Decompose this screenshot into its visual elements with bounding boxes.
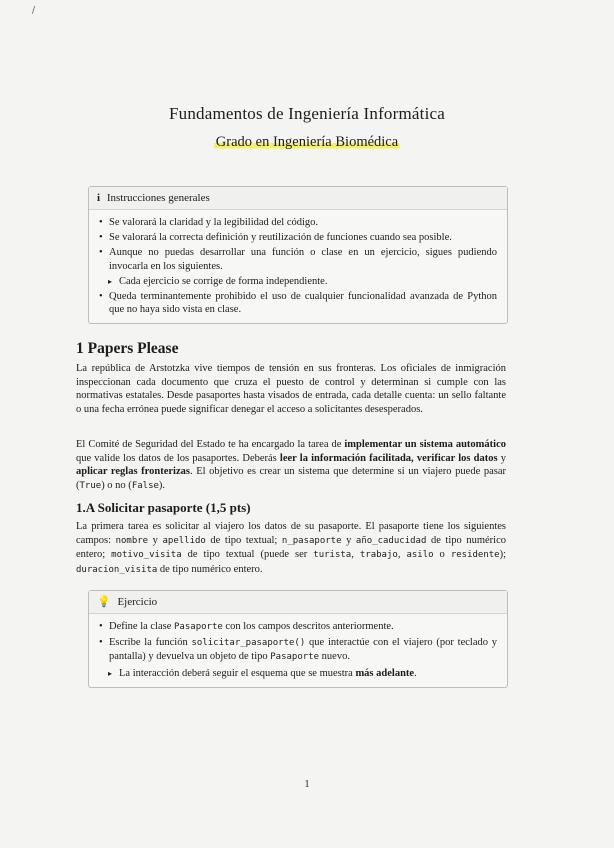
text-run: de tipo textual (puede ser: [181, 549, 314, 561]
code-run: residente: [450, 550, 500, 561]
text-run: de tipo numérico entero.: [157, 563, 263, 575]
section-1a-paragraph: [76, 520, 506, 577]
info-icon: i: [97, 192, 101, 204]
section-1-paragraph-1: La república de Arstotzka vive tiempos de tensión en sus fronteras. Los oficiales de inmigración inspeccionan cada documento que cruza el puesto de control y determinan si cumple con las normativas estatales. Desde pasaportes hasta visados de entrada, cada detalle cuenta: un sello faltante o una fecha errónea puede significar denegar el acceso a solicitantes desesperados.: [76, 363, 506, 415]
text-run: El Comité de Seguridad del Estado te ha encargado la tarea de: [76, 439, 345, 450]
text-run: .: [414, 667, 417, 679]
text-run: ).: [158, 479, 166, 491]
text-run: nuevo.: [319, 651, 350, 663]
text-run: Escribe la función: [109, 637, 192, 649]
code-run: nombre: [115, 535, 149, 546]
text-run: Define la clase: [109, 621, 175, 632]
lightbulb-icon: 💡: [97, 596, 111, 608]
code-run: Pasaporte: [270, 652, 320, 663]
bold-run: implementar un sistema automático: [344, 439, 506, 450]
instruction-item: • Queda terminantemente prohibido el uso de cualquier funcionalidad avanzada de Python que no haya sido vista en clase.: [99, 290, 497, 316]
text-run: y: [341, 534, 356, 546]
exercise-box: [88, 590, 508, 688]
bold-run: más adelante: [355, 667, 415, 679]
exercise-heading: Ejercicio: [117, 596, 158, 608]
bold-run: aplicar reglas fronterizas: [76, 466, 190, 478]
exercise-list: [89, 614, 507, 686]
instruction-item: • Aunque no puedas desarrollar una función o clase en un ejercicio, sigues pudiendo invocarla en los siguientes.: [99, 246, 497, 272]
page-title: Fundamentos de Ingeniería Informática: [169, 104, 445, 123]
code-run: turista: [313, 550, 352, 561]
exercise-subitem: [99, 667, 497, 680]
exercise-item: [99, 620, 497, 634]
text-run: ,: [351, 549, 360, 561]
text-run: La primera tarea es solicitar al viajero los datos de su pasaporte. El pasaporte tiene los siguientes campos:: [76, 521, 506, 546]
exercise-header: [89, 591, 507, 614]
exercise-item: [99, 636, 497, 664]
code-run: n_pasaporte: [281, 535, 342, 546]
text-run: que valide los datos de los pasaportes. Deberás: [76, 452, 280, 464]
section-1a-heading: 1.A Solicitar pasaporte (1,5 pts): [76, 500, 251, 515]
text-run: con los campos descritos anteriormente.: [222, 621, 394, 632]
code-run: motivo_visita: [111, 550, 182, 561]
instructions-header: [89, 187, 507, 210]
code-run: año_caducidad: [355, 535, 427, 546]
code-run: True: [79, 480, 102, 491]
section-1-heading: 1 Papers Please: [76, 340, 179, 357]
code-run: trabajo: [359, 550, 398, 561]
section-1-paragraph-2: [76, 438, 506, 493]
instructions-box: [88, 186, 508, 324]
code-run: asilo: [406, 550, 434, 561]
bold-run: leer la información facilitada, verificar los datos: [279, 452, 498, 464]
instruction-item: • Se valorará la claridad y la legibilidad del código.: [99, 216, 497, 229]
code-run: solicitar_pasaporte(): [191, 638, 306, 649]
page-subtitle: [0, 134, 614, 151]
text-run: );: [499, 549, 507, 561]
code-run: False: [131, 480, 159, 491]
instruction-item: • Se valorará la correcta definición y reutilización de funciones cuando sea posible.: [99, 231, 497, 244]
corner-mark: /: [32, 6, 36, 16]
text-run: ) o no (: [101, 479, 132, 491]
text-run: o: [433, 549, 451, 561]
text-run: de tipo numérico entero;: [76, 534, 506, 561]
text-run: . El objetivo es crear un sistema que determine si un viajero puede pasar (: [76, 466, 506, 491]
code-run: apellido: [162, 535, 206, 546]
text-run: La interacción deberá seguir el esquema que se muestra: [119, 667, 356, 679]
text-run: ,: [397, 549, 407, 561]
instructions-list: [89, 210, 507, 322]
text-run: y: [497, 452, 506, 464]
code-run: duracion_visita: [76, 564, 158, 575]
text-run: de tipo textual;: [205, 534, 282, 546]
instructions-heading: Instrucciones generales: [106, 192, 210, 204]
code-run: Pasaporte: [174, 622, 223, 632]
subtitle-highlight: Grado en Ingeniería Biomédica: [215, 134, 399, 150]
instruction-subitem: ▸ Cada ejercicio se corrige de forma independiente.: [99, 275, 497, 288]
text-run: y: [148, 534, 163, 546]
page-number: 1: [304, 779, 310, 790]
text-run: que interactúe con el viajero (por teclado y pantalla) y devuelva un objeto de tipo: [109, 637, 498, 663]
